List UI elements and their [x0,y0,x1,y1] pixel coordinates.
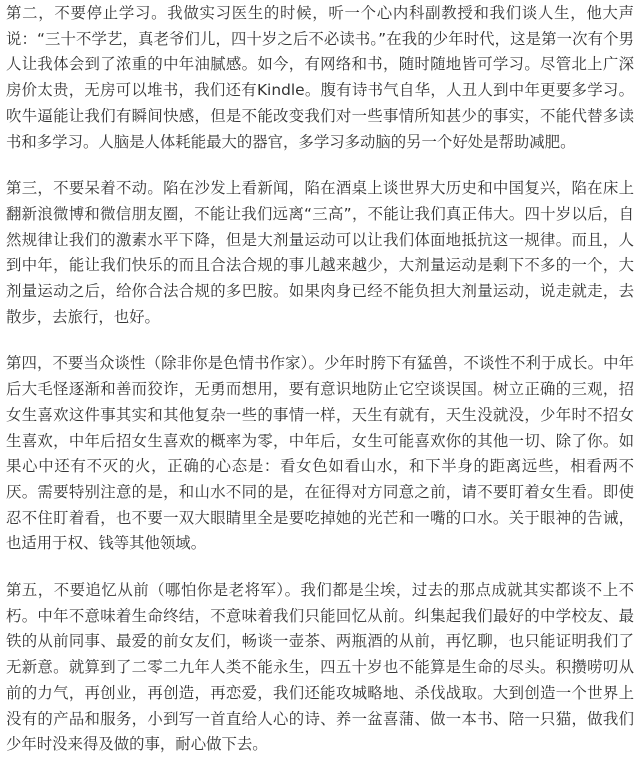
paragraph-third-point: 第三，不要呆着不动。陷在沙发上看新闻，陷在酒桌上谈世界大历史和中国复兴，陷在床上翻新浪微博和微信朋友圈，不能让我们远离“三高”，不能让我们真正伟大。四十岁以后，自然规律让我们的激素水平下降，但是大剂量运动可以让我们体面地抵抗这一规律。而且，人到中年，能让我们快乐的而且合法合规的事儿越来越少，大剂量运动是剩下不多的一个，大剂量运动之后，给你合法合规的多巴胺。如果肉身已经不能负担大剂量运动，说走就走，去散步，去旅行，也好。 [6,179,634,326]
paragraph-fifth-point: 第五，不要追忆从前（哪怕你是老将军）。我们都是尘埃，过去的那点成就其实都谈不上不朽。中年不意味着生命终结，不意味着我们只能回忆从前。纠集起我们最好的中学校友、最铁的从前同事、最爱的前女友们，畅谈一壶茶、两瓶酒的从前，再忆聊，也只能证明我们了无新意。就算到了二零二九年人类不能永生，四五十岁也不能算是生命的尽头。积攒唠叨从前的力气，再创业，再创造，再恋爱，我们还能攻城略地、杀伐战取。大到创造一个世界上没有的产品和服务，小到写一首直给人心的诗、养一盆喜蒲、做一本书、陪一只猫，做我们少年时没来得及做的事，耐心做下去。 [6,581,634,754]
paragraph-second-point: 第二，不要停止学习。我做实习医生的时候，听一个心内科副教授和我们谈人生，他大声说：“三十不学艺，真老爷们儿，四十岁之后不必读书。”在我的少年时代，这是第一次有个男人让我体会到了浓重的中年油腻感。如今，有网络和书，随时随地皆可学习。尽管北上广深房价太贵，无房可以堆书，我们还有Kindle。腹有诗书气自华，人丑人到中年更要多学习。吹牛逼能让我们有瞬间快感，但是不能改变我们对一些事情所知甚少的事实，不能代替多读书和多学习。人脑是人体耗能最大的器官，多学习多动脑的另一个好处是帮助减肥。 [6,4,634,151]
paragraph-fourth-point: 第四，不要当众谈性（除非你是色情书作家）。少年时胯下有猛兽，不谈性不利于成长。中年后大毛怪逐渐和善而狡诈，无勇而想用，要有意识地防止它空谈误国。树立正确的三观，招女生喜欢这件事其实和其他复杂一些的事情一样，天生有就有，天生没就没，少年时不招女生喜欢，中年后招女生喜欢的概率为零，中年后，女生可能喜欢你的其他一切、除了你。如果心中还有不灭的火，正确的心态是：看女色如看山水，和下半身的距离远些，相看两不厌。需要特别注意的是，和山水不同的是，在征得对方同意之前，请不要盯着女生看。即使忍不住盯着看，也不要一双大眼睛里全是要吃掉她的光芒和一嘴的口水。关于眼神的告诫，也适用于权、钱等其他领域。 [6,354,634,553]
